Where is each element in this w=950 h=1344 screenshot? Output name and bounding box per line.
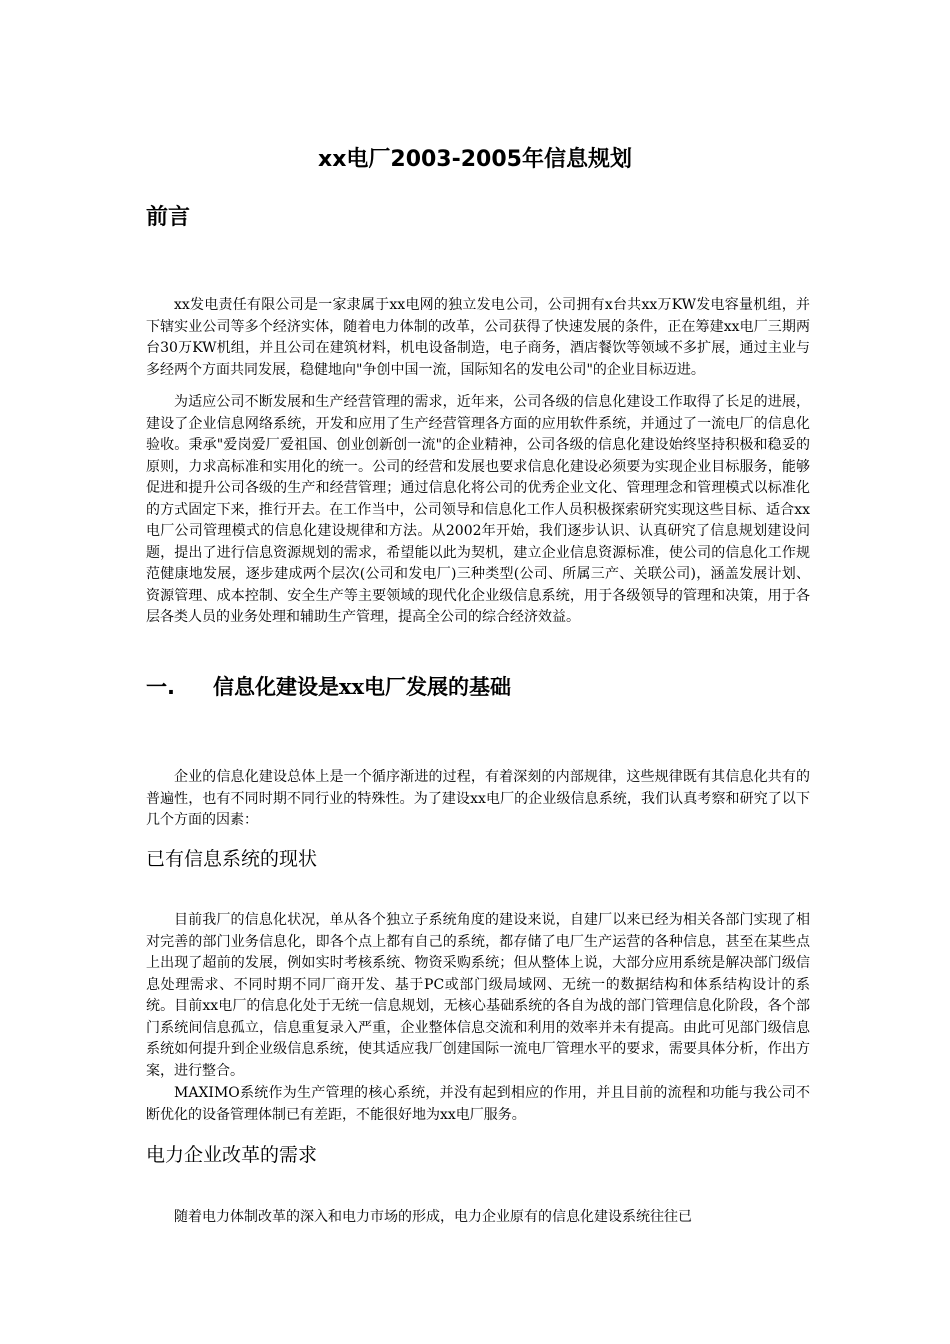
subsection-existing-systems-heading: 已有信息系统的现状 — [146, 848, 318, 870]
preface-paragraph-1: xx发电责任有限公司是一家隶属于xx电网的独立发电公司，公司拥有x台共xx万KW发电容量机组，并下辖实业公司等多个经济实体，随着电力体制的改革，公司获得了快速发展的条件，正在筹建xx电厂三期两台30万KW机组，并且公司在建筑材料，机电设备制造，电子商务，酒店餐饮等领域不多扩展，通过主业与多经两个方面共同发展，稳健地向"争创中国一流，国际知名的发电公司"的企业目标迈进。 — [146, 297, 810, 378]
section-1-heading — [146, 672, 511, 702]
subsection-existing-systems-paragraph-1: 目前我厂的信息化状况，单从各个独立子系统角度的建设来说，自建厂以来已经为相关各部门实现了相对完善的部门业务信息化，即各个点上都有自己的系统，都存储了电厂生产运营的各种信息，甚至在某些点上出现了超前的发展，例如实时考核系统、物资采购系统；但从整体上说，大部分应用系统是解决部门级信息处理需求、不同时期不同厂商开发、基于PC或部门级局域网、无统一的数据结构和体系结构设计的系统。目前xx电厂的信息化处于无统一信息规划，无核心基础系统的各自为战的部门管理信息化阶段，各个部门系统间信息孤立，信息重复录入严重，企业整体信息交流和利用的效率并未有提高。由此可见部门级信息系统如何提升到企业级信息系统，使其适应我厂创建国际一流电厂管理水平的要求，需要具体分析，作出方案，进行整合。 — [146, 912, 810, 1079]
preface-heading: 前言 — [146, 205, 191, 230]
preface-paragraph-2: 为适应公司不断发展和生产经营管理的需求，近年来，公司各级的信息化建设工作取得了长足的进展，建设了企业信息网络系统，开发和应用了生产经营管理各方面的应用软件系统，并通过了一流电厂的信息化验收。秉承"爱岗爱厂爱祖国、创业创新创一流"的企业精神，公司各级的信息化建设始终坚持积极和稳妥的原则，力求高标准和实用化的统一。公司的经营和发展也要求信息化建设必须要为实现企业目标服务，能够促进和提升公司各级的生产和经营管理；通过信息化将公司的优秀企业文化、管理理念和管理模式以标准化的方式固定下来，推行开去。在工作当中，公司领导和信息化工作人员积极探索研究实现这些目标、适合xx电厂公司管理模式的信息化建设规律和方法。从2002年开始，我们逐步认识、认真研究了信息规划建设问题，提出了进行信息资源规划的需求，希望能以此为契机，建立企业信息资源标准，使公司的信息化工作规范健康地发展，逐步建成两个层次(公司和发电厂)三种类型(公司、所属三产、关联公司)，涵盖发展计划、资源管理、成本控制、安全生产等主要领域的现代化企业级信息系统，用于各级领导的管理和决策，用于各层各类人员的业务处理和辅助生产管理，提高全公司的综合经济效益。 — [146, 394, 810, 625]
subsection-reform-paragraph-1: 随着电力体制改革的深入和电力市场的形成，电力企业原有的信息化建设系统往往已 — [174, 1209, 692, 1225]
document-title: xx电厂2003-2005年信息规划 — [318, 147, 632, 172]
section-1-intro: 企业的信息化建设总体上是一个循序渐进的过程，有着深刻的内部规律，这些规律既有其信息化共有的普遍性，也有不同时期不同行业的特殊性。为了建设xx电厂的企业级信息系统，我们认真考察和研究了以下几个方面的因素： — [146, 769, 810, 828]
subsection-reform-heading: 电力企业改革的需求 — [146, 1144, 318, 1166]
section-1-number: 一. — [146, 675, 175, 699]
subsection-existing-systems-paragraph-2: MAXIMO系统作为生产管理的核心系统，并没有起到相应的作用，并且目前的流程和功能与我公司不断优化的设备管理体制已有差距，不能很好地为xx电厂服务。 — [146, 1085, 810, 1123]
section-1-title: 信息化建设是xx电厂发展的基础 — [213, 674, 512, 699]
